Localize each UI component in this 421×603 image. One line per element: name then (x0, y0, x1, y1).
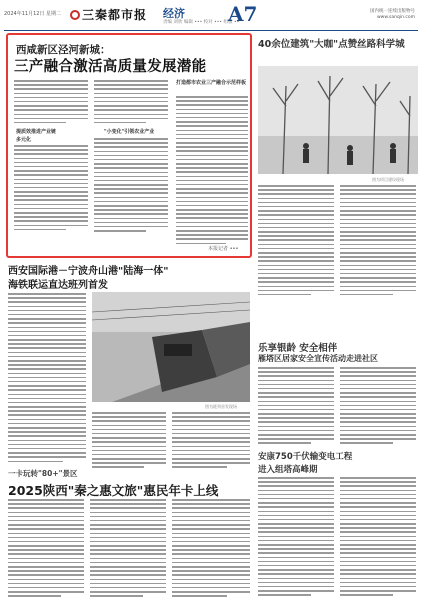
top-right-body-col2 (340, 185, 416, 298)
lead-body-col2 (94, 80, 168, 126)
lead-body-col1 (14, 80, 88, 126)
culture-body-col1 (8, 499, 84, 600)
lead-subhead-1: 提质效推进产业链 (16, 129, 57, 135)
trees-photo-image (258, 66, 418, 174)
header-divider (4, 30, 418, 31)
logo-icon (70, 10, 80, 20)
subsidy-title-1[interactable]: 安康750千伏输变电工程 (258, 452, 353, 462)
subsidy-body-col1 (258, 477, 334, 598)
train-photo (92, 292, 250, 402)
issue-date: 2024年11月12日 星期二 (4, 11, 62, 17)
train-photo-image (92, 292, 250, 402)
newspaper-logo: 三秦都市报 (70, 6, 147, 23)
finance-body-col1 (258, 367, 334, 447)
trees-photo (258, 66, 418, 174)
lead-byline: 本报记者 ••• (208, 246, 239, 252)
finance-body-col2 (340, 367, 416, 447)
rail-title-1[interactable]: 西安国际港－宁波舟山港"陆海一体" (8, 266, 169, 277)
top-right-body-col1 (258, 185, 334, 298)
train-photo-caption: 图为班列首发现场 (205, 404, 237, 409)
section-name: 经济 (163, 7, 185, 20)
culture-body-col2 (90, 499, 166, 600)
editor-credits: 责编 刘欣 编辑 ••• 校对 ••• 组版 •• (163, 20, 240, 25)
rail-body-col3 (172, 412, 250, 471)
page-header (0, 0, 421, 30)
subsidy-body-col2 (340, 477, 416, 598)
lead-subhead-1b: 多元化 (16, 137, 32, 143)
rail-body-col2 (92, 412, 166, 471)
lead-title[interactable]: 三产融合激活高质量发展潜能 (14, 59, 207, 75)
finance-title-1[interactable]: 乐享银龄 安全相伴 (258, 343, 338, 354)
top-right-title[interactable]: 40余位建筑"大咖"点赞丝路科学城 (258, 39, 405, 50)
lead-body-col2b (94, 138, 168, 234)
subsidy-title-2[interactable]: 进入组塔高峰期 (258, 465, 318, 475)
lead-body-col3 (176, 96, 248, 247)
lead-kicker: 西咸新区泾河新城： (16, 44, 111, 56)
rail-body-col1 (8, 293, 86, 465)
lead-subhead-2: "小变化"引领农业产业 (104, 129, 155, 135)
trees-photo-caption: 图为项目建设现场 (372, 177, 404, 182)
culture-title[interactable]: 2025陕西"秦之惠文旅"惠民年卡上线 (8, 483, 219, 498)
culture-body-col3 (172, 499, 250, 600)
rail-title-2[interactable]: 海铁联运直达班列首发 (8, 280, 108, 291)
finance-title-2[interactable]: 雁塔区居家安全宣传活动走进社区 (258, 354, 378, 363)
page-number: A7 (228, 2, 258, 26)
header-meta: 国内统一连续出版物号 www.sanqin.com (370, 9, 415, 20)
culture-kicker: 一卡玩转"80+"景区 (8, 469, 78, 478)
lead-subhead-3: 打造都市农业三产融合示范样板 (176, 80, 247, 86)
lead-body-col1b (14, 145, 88, 233)
